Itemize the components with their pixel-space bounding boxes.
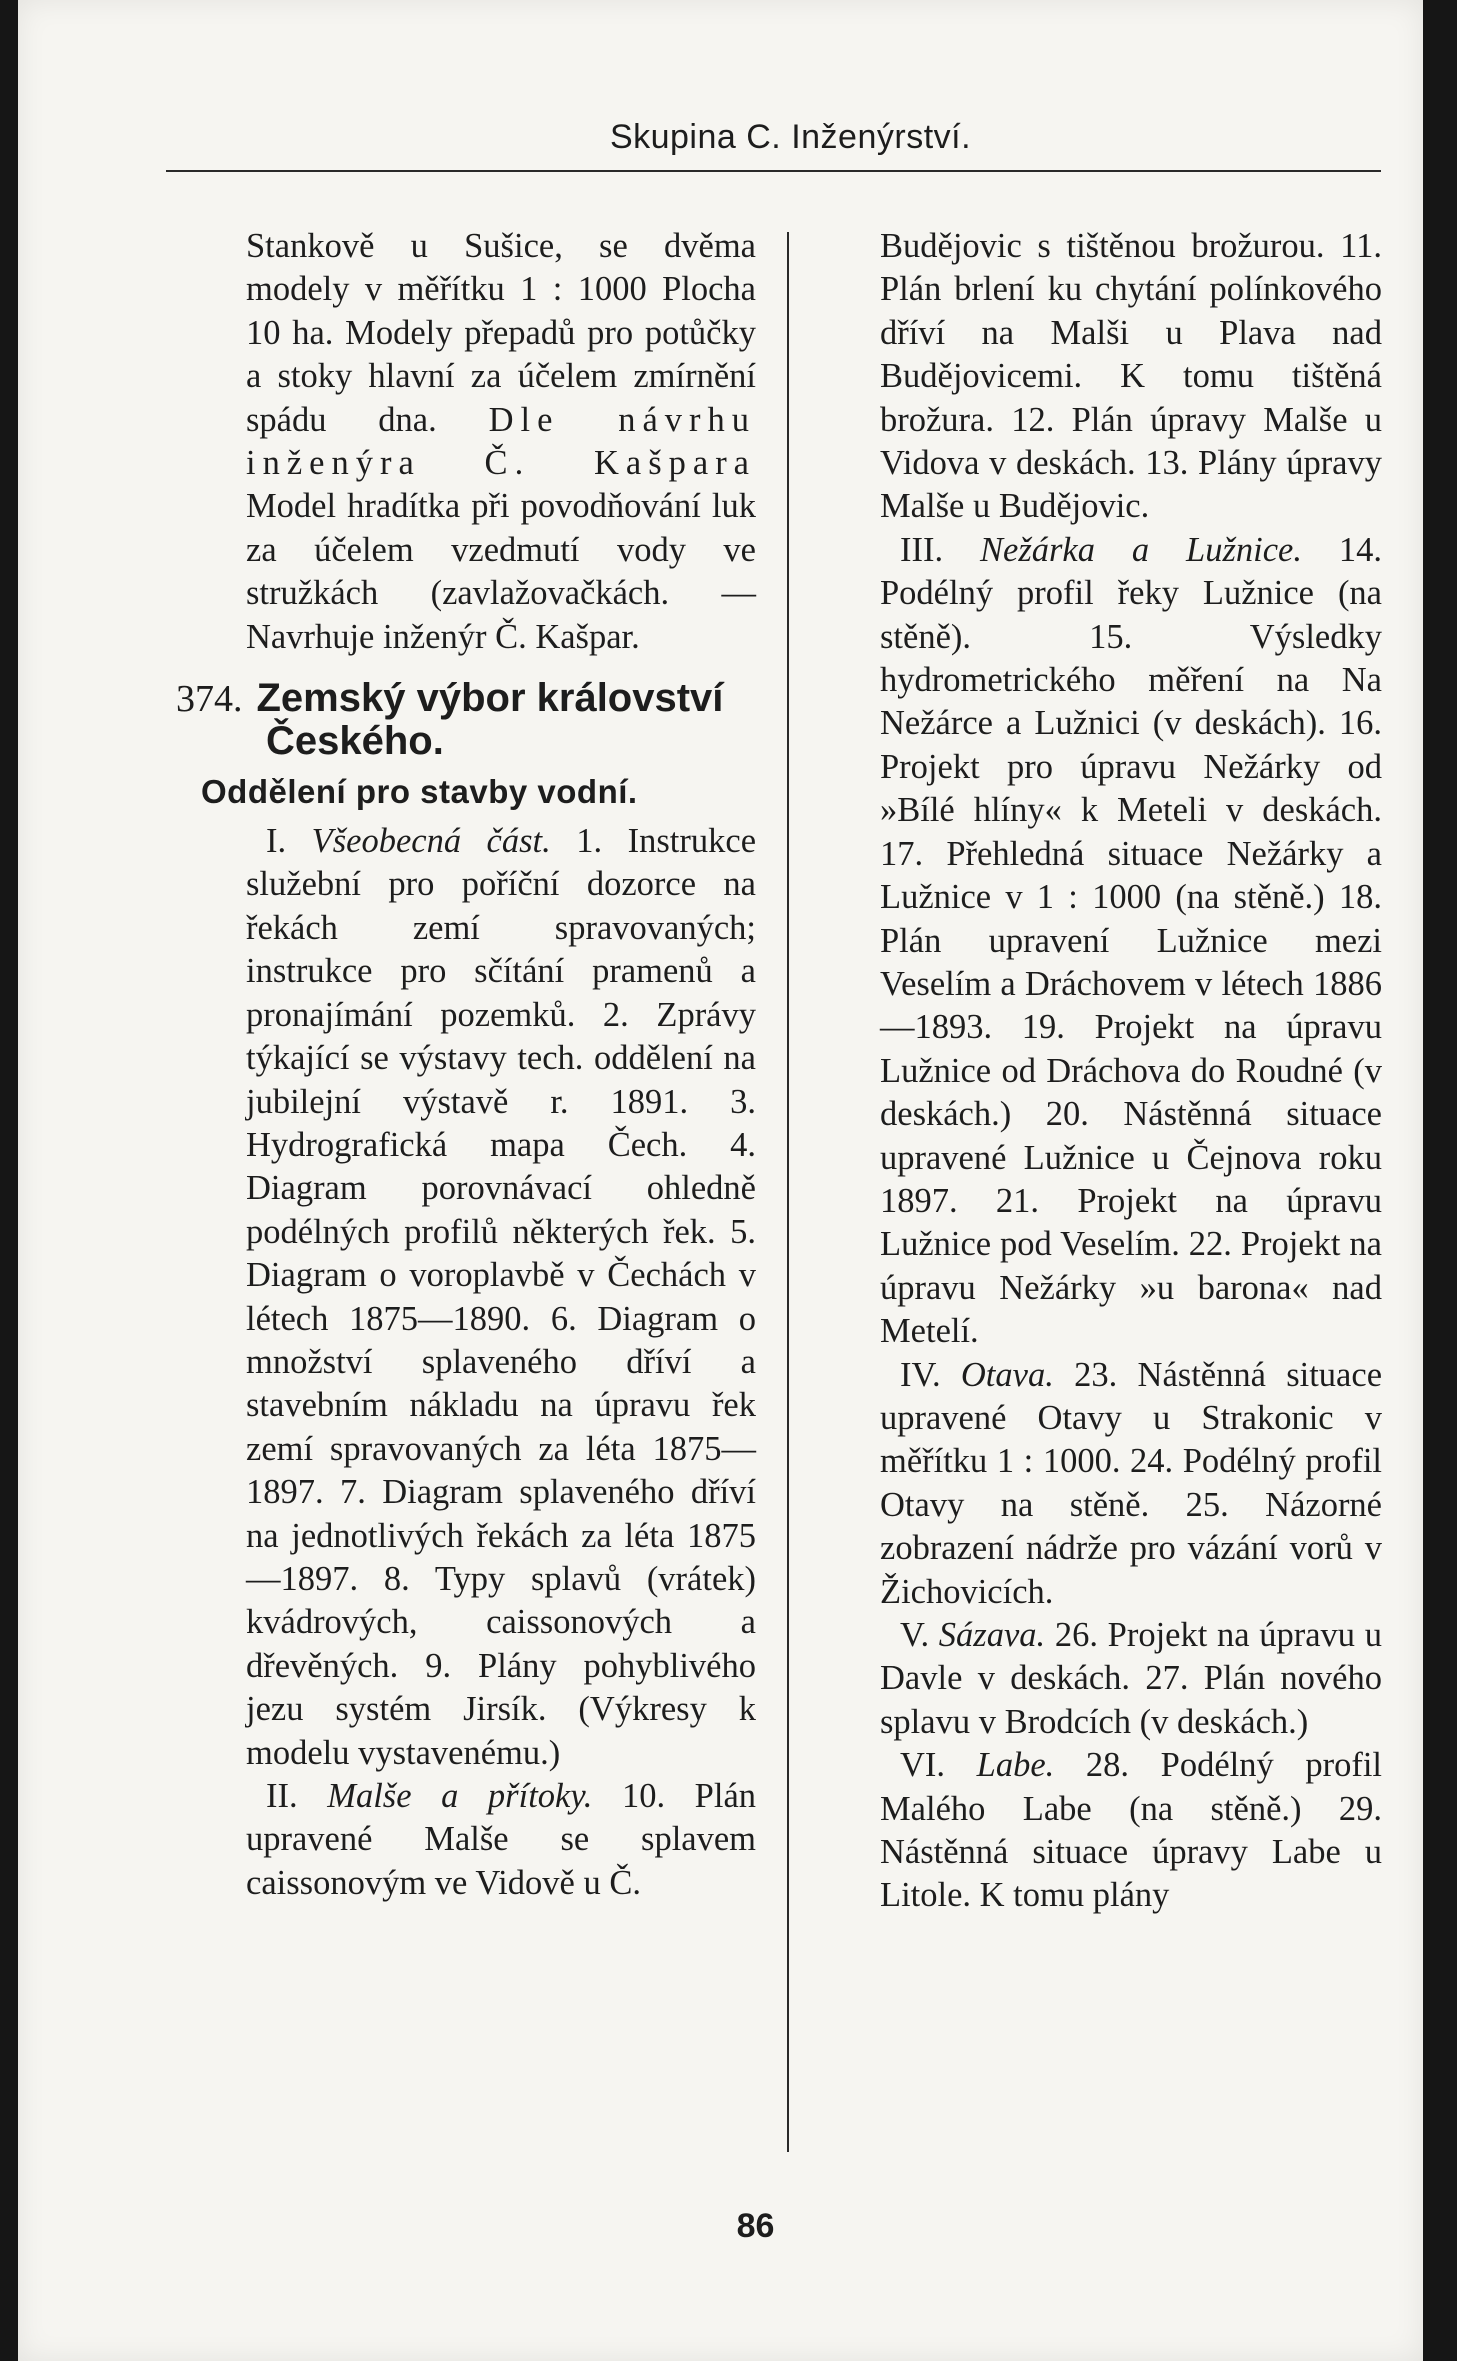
section-III-title: Nežárka a Lužnice. (980, 530, 1302, 569)
section-II-text: 10. Plán upravené Malše se splavem caissonovým ve Vidově u Č. (246, 1777, 757, 1902)
section-I (246, 820, 756, 1775)
section-VI-label: VI. (900, 1746, 946, 1785)
department-heading: Oddělení pro stavby vodní. (201, 773, 638, 811)
designer-phrase: Dle návrhu inženýra Č. Kašpara (246, 400, 756, 483)
section-II-title: Malše a přítoky. (327, 1777, 593, 1815)
section-II-label: II. (266, 1777, 298, 1815)
section-IV-text: 23. Nástěnná situace upravené Otavy u Strakonic v měřítku 1 : 1000. 24. Podélný profil Otavy na stěně. 25. Názorné zobrazení nádrže pro vázání vorů v Žichovicích. (880, 1355, 1383, 1611)
column-divider (787, 232, 789, 2152)
intro-text: Stankově u Sušice, se dvěma modely v měřítku 1 : 1000 Plocha 10 ha. Modely přepadů pro potůčky a stoky hlavní za účelem zmírnění spádu dna. (246, 227, 756, 439)
right-column (880, 225, 1382, 1918)
section-III-label: III. (900, 530, 944, 569)
section-V-text: 26. Projekt na úpravu u Davle v deskách. 27. Plán nového splavu v Brodcích (v deskách.) (880, 1616, 1382, 1741)
section-VI-text: 28. Podélný profil Malého Labe (na stěně.) 29. Nástěnná situace úpravy Labe u Litole. K tomu plány (880, 1746, 1383, 1915)
section-V (880, 1614, 1382, 1744)
section-IV-label: IV. (900, 1355, 941, 1394)
entry-title-line1: Zemský výbor království (256, 676, 724, 721)
model-text: Model hradítka při povodňování luk za účelem vzedmutí vody ve stružkách (zavlažovačkách. — Navrhuje inženýr Č. Kašpar. (246, 487, 756, 656)
entry-number: 374. (176, 678, 243, 721)
section-II (246, 1775, 756, 1905)
section-IV-title: Otava. (960, 1355, 1054, 1394)
header-rule (166, 170, 1381, 172)
section-I-label: I. (266, 822, 287, 861)
section-I-text: 1. Instrukce služební pro poříční dozorce na řekách zemí spravovaných; instrukce pro sčítání pramenů a pronajímání pozemků. 2. Zprávy týkající se výstavy tech. oddělení na jubilejní výstavě r. 1891. 3. Hydrografická mapa Čech. 4. Diagram porovnávací ohledně podélných profilů některých řek. 5. Diagram o voroplavbě v Čechách v létech 1875—1890. 6. Diagram o množství splaveného dříví a stavebním nákladu na úpravu řek zemí spravovaných za léta 1875—1897. 7. Diagram splaveného dříví na jednotlivých řekách za léta 1875—1897. 8. Typy splavů (vrátek) kvádrových, caissonových a dřevěných. 9. Plány pohyblivého jezu systém Jirsík. (Výkresy k modelu vystavenému.) (246, 822, 757, 1772)
section-V-title: Sázava. (938, 1616, 1046, 1654)
continuation-paragraph: Budějovic s tištěnou brožurou. 11. Plán brlení ku chytání polínkového dříví na Malši u Plava nad Budějovicemi. K tomu tištěná brožura. 12. Plán úpravy Malše u Vidova v deskách. 13. Plány úpravy Malše u Budějovic. (880, 227, 1382, 526)
intro-paragraph (246, 225, 756, 659)
section-V-label: V. (900, 1616, 930, 1654)
section-I-title: Všeobecná část. (311, 822, 551, 861)
entry-heading (176, 677, 756, 762)
left-column (176, 225, 757, 1905)
section-VI (880, 1744, 1382, 1918)
section-VI-title: Labe. (976, 1746, 1055, 1785)
document-page (18, 0, 1423, 2361)
section-IV (880, 1354, 1382, 1614)
section-III (880, 529, 1382, 1354)
page-number: 86 (736, 2207, 775, 2245)
running-header: Skupina C. Inženýrství. (609, 118, 972, 156)
entry-title-line2: Českého. (266, 719, 444, 764)
section-III-text: 14. Podélný profil řeky Lužnice (na stěně). 15. Výsledky hydrometrického měření na Na Nežárce a Lužnici (v deskách). 16. Projekt pro úpravu Nežárky od »Bílé hlíny« k Meteli v deskách. 17. Přehledná situace Nežárky a Lužnice v 1 : 1000 (na stěně.) 18. Plán upravení Lužnice mezi Veselím a Dráchovem v létech 1886—1893. 19. Projekt na úpravu Lužnice od Dráchova do Roudné (v deskách.) 20. Nástěnná situace upravené Lužnice u Čejnova roku 1897. 21. Projekt na úpravu Lužnice pod Veselím. 22. Projekt na úpravu Nežárky »u barona« nad Metelí. (880, 530, 1383, 1351)
